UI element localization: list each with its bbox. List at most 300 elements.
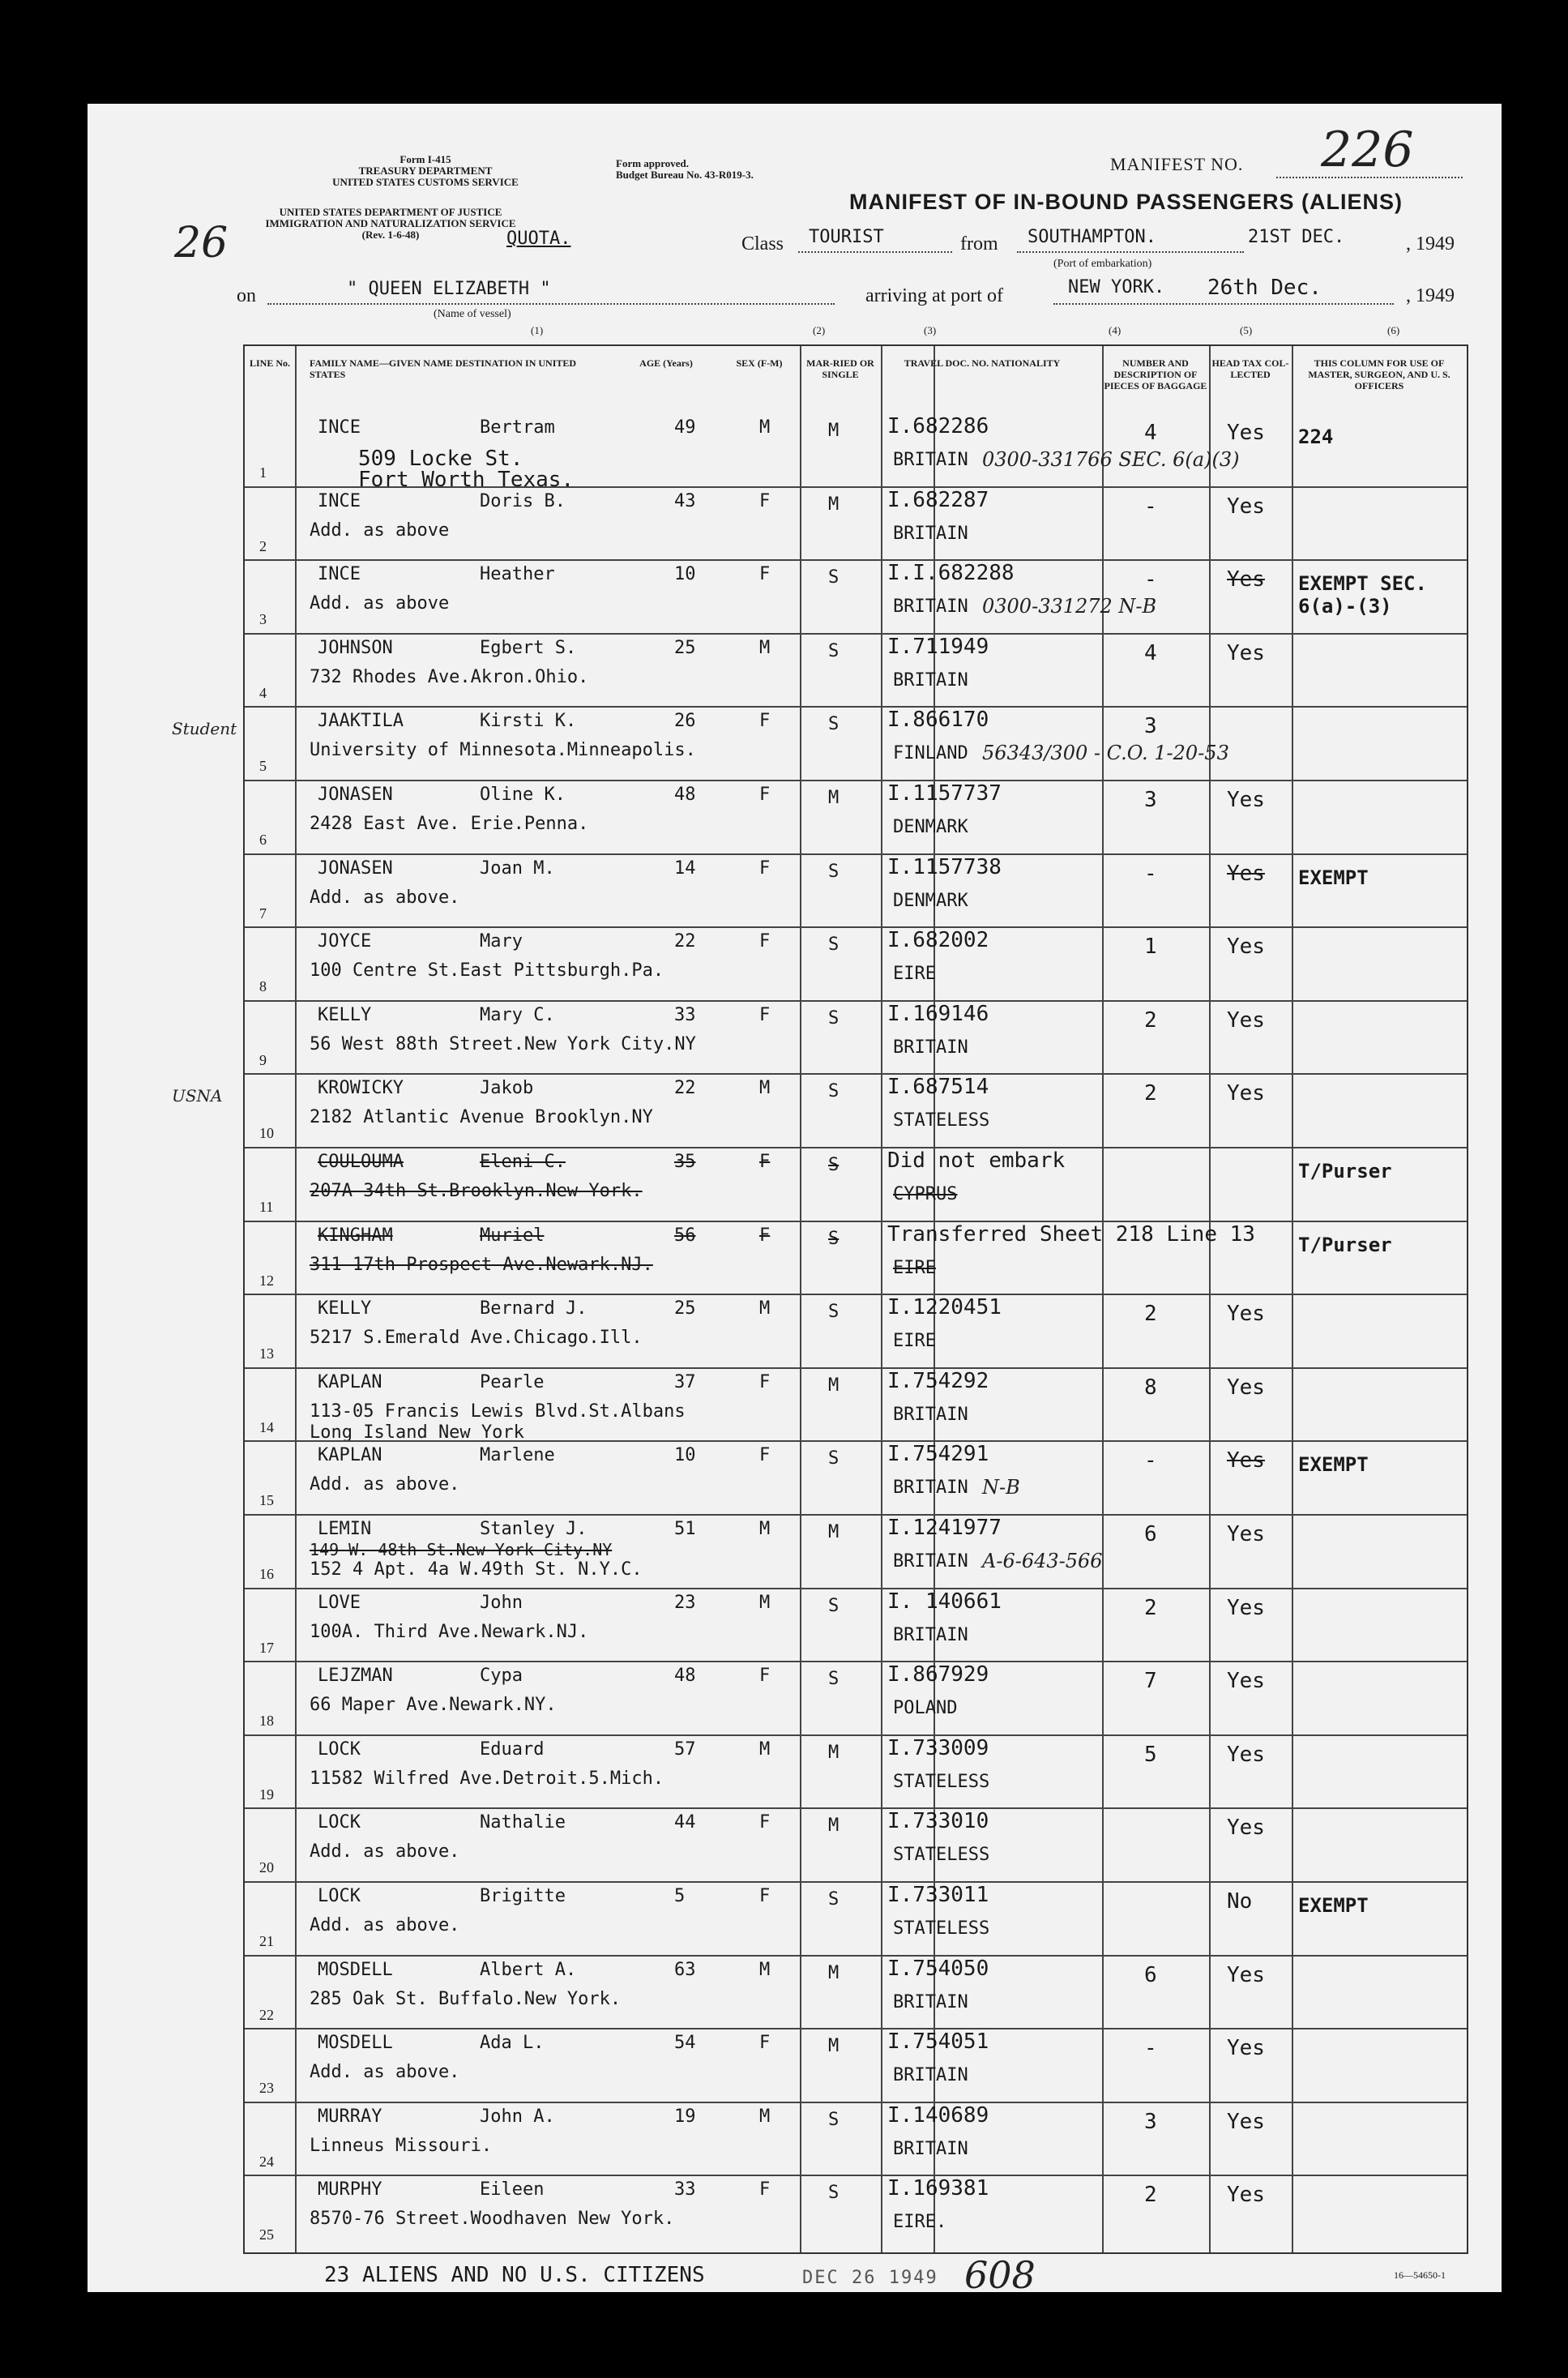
line-number: 2: [259, 537, 267, 554]
age: 37: [674, 1371, 696, 1392]
given-name: Ada L.: [480, 2033, 545, 2054]
given-name: Egbert S.: [480, 637, 577, 658]
head-tax: Yes: [1227, 1302, 1265, 1327]
marital-status: S: [828, 1889, 840, 1910]
given-name: Marlene: [480, 1445, 555, 1466]
row-divider: [245, 926, 1467, 928]
head-tax: Yes: [1227, 788, 1265, 812]
age: 22: [674, 931, 696, 952]
nationality: POLAND: [893, 1698, 958, 1719]
nationality: STATELESS: [893, 1845, 990, 1866]
row-divider: [245, 2028, 1467, 2029]
marital-status: M: [828, 421, 840, 441]
family-name: LOCK: [318, 1886, 361, 1906]
officer-note: 224: [1298, 426, 1334, 448]
baggage-count: 6: [1144, 1522, 1157, 1546]
class-line: [798, 251, 952, 253]
travel-doc-number: I.733011: [887, 1883, 989, 1907]
from-value: SOUTHAMPTON.: [1028, 227, 1156, 247]
travel-doc-number: I.682287: [887, 487, 989, 512]
travel-doc-number: I.1157737: [887, 781, 1002, 806]
line-number: 13: [259, 1345, 274, 1362]
margin-note: 26: [174, 219, 229, 267]
arriving-label: arriving at port of: [865, 285, 1003, 306]
annotation: N-B: [982, 1476, 1020, 1499]
family-name: KINGHAM: [318, 1225, 393, 1246]
destination-line2: Long Island New York: [310, 1422, 524, 1443]
destination: University of Minnesota.Minneapolis.: [310, 740, 696, 761]
head-tax: Yes: [1227, 861, 1265, 886]
family-name: KELLY: [318, 1004, 372, 1025]
line-number: 16: [259, 1566, 274, 1582]
line-number: 24: [259, 2153, 274, 2170]
destination: 509 Locke St.: [358, 447, 523, 471]
margin-annotation: Student: [172, 719, 237, 739]
header-married: MAR-RIED OR SINGLE: [806, 357, 874, 380]
given-name: Muriel: [480, 1225, 545, 1246]
family-name: LOVE: [318, 1592, 361, 1613]
row-divider: [245, 486, 1467, 488]
row-divider: [245, 559, 1467, 561]
travel-doc-number: I.1220451: [887, 1295, 1002, 1320]
line-number: 3: [259, 611, 267, 628]
baggage-count: -: [1144, 2036, 1157, 2061]
destination: 100A. Third Ave.Newark.NJ.: [310, 1621, 589, 1642]
destination: Add. as above.: [310, 2062, 460, 2083]
family-name: JAAKTILA: [318, 711, 404, 732]
nationality: EIRE: [893, 1331, 936, 1352]
given-name: Mary: [480, 931, 523, 952]
destination: 66 Maper Ave.Newark.NY.: [310, 1695, 557, 1716]
col-number-1: (1): [531, 324, 544, 336]
from-line: [1017, 251, 1244, 253]
sex: M: [759, 1298, 771, 1319]
head-tax: No: [1227, 1889, 1253, 1914]
class-label: Class: [741, 233, 784, 254]
nationality: DENMARK: [893, 890, 968, 911]
baggage-count: 2: [1144, 1595, 1157, 1620]
row-divider: [245, 633, 1467, 635]
travel-doc-number: Transferred Sheet 218 Line 13: [887, 1221, 1255, 1247]
header-name: FAMILY NAME—GIVEN NAME DESTINATION IN UNITED STATES: [310, 357, 577, 380]
age: 44: [674, 1812, 696, 1833]
sex: M: [759, 417, 771, 438]
vessel-name: " QUEEN ELIZABETH ": [347, 279, 551, 299]
age: 57: [674, 1739, 696, 1760]
sex: M: [759, 1078, 771, 1099]
nationality: EIRE.: [893, 2212, 947, 2233]
ins-line: IMMIGRATION AND NATURALIZATION SERVICE: [265, 217, 516, 229]
travel-doc-number: I.711949: [887, 634, 989, 659]
head-tax: Yes: [1227, 494, 1265, 519]
given-name: Cypa: [480, 1666, 523, 1687]
destination: 5217 S.Emerald Ave.Chicago.Ill.: [310, 1328, 643, 1349]
family-name: LOCK: [318, 1812, 361, 1833]
sex: M: [759, 2106, 771, 2127]
row-divider: [245, 1881, 1467, 1883]
form-id-block: [292, 154, 559, 188]
destination: 113-05 Francis Lewis Blvd.St.Albans: [310, 1401, 686, 1422]
sex: F: [759, 1812, 771, 1833]
col-number-2: (2): [813, 324, 826, 336]
form-code: 16—54650-1: [1394, 2269, 1446, 2281]
travel-doc-number: I.1157738: [887, 854, 1002, 879]
marital-status: S: [828, 1007, 840, 1029]
nationality: BRITAIN: [893, 2065, 968, 2086]
marital-status: M: [828, 1522, 840, 1542]
line-number: 20: [259, 1859, 274, 1876]
marital-status: M: [828, 1962, 840, 1983]
family-name: JOHNSON: [318, 637, 393, 658]
sex: M: [759, 1739, 771, 1760]
sex: M: [759, 1959, 771, 1980]
destination: 100 Centre St.East Pittsburgh.Pa.: [310, 960, 664, 982]
family-name: JOYCE: [318, 931, 372, 952]
destination-line2: Fort Worth Texas.: [358, 468, 575, 492]
line-number: 5: [259, 758, 267, 775]
destination-struck: 149 W. 48th St.New York City.NY: [310, 1540, 613, 1559]
sex: M: [759, 1592, 771, 1613]
handwritten-number: 608: [964, 2253, 1036, 2297]
family-name: JONASEN: [318, 785, 393, 805]
embark-date: 21ST DEC.: [1248, 227, 1345, 247]
nationality: BRITAIN: [893, 450, 968, 470]
marital-status: S: [828, 640, 840, 661]
revision-line: (Rev. 1-6-48): [361, 229, 420, 241]
given-name: Heather: [480, 564, 555, 585]
travel-doc-number: I.733009: [887, 1735, 989, 1760]
nationality: STATELESS: [893, 1110, 990, 1131]
given-name: Pearle: [480, 1371, 545, 1392]
given-name: John A.: [480, 2106, 555, 2127]
annotation: 0300-331766 SEC. 6(a)(3): [982, 448, 1240, 471]
row-divider: [245, 1073, 1467, 1075]
sex: F: [759, 1371, 771, 1392]
family-name: LEMIN: [318, 1519, 372, 1539]
sex: F: [759, 2179, 771, 2201]
travel-doc-number: I.I.682288: [887, 561, 1015, 586]
marital-status: M: [828, 788, 840, 808]
line-number: 4: [259, 684, 267, 701]
head-tax: Yes: [1227, 1448, 1265, 1473]
header-travel-doc: TRAVEL DOC. NO. NATIONALITY: [904, 357, 1061, 369]
destination: 285 Oak St. Buffalo.New York.: [310, 1988, 622, 2009]
destination: 11582 Wilfred Ave.Detroit.5.Mich.: [310, 1768, 664, 1789]
destination: 8570-76 Street.Woodhaven New York.: [310, 2209, 675, 2230]
age: 56: [674, 1225, 696, 1246]
marital-status: S: [828, 2183, 840, 2204]
travel-doc-number: I.754292: [887, 1368, 989, 1393]
head-tax: Yes: [1227, 1081, 1265, 1106]
given-name: Brigitte: [480, 1886, 566, 1906]
baggage-count: 2: [1144, 1302, 1157, 1327]
sex: F: [759, 2033, 771, 2054]
given-name: John: [480, 1592, 523, 1613]
travel-doc-number: I.733010: [887, 1809, 989, 1834]
age: 25: [674, 1298, 696, 1319]
nationality: BRITAIN: [893, 1551, 968, 1572]
marital-status: M: [828, 494, 840, 515]
officer-note: EXEMPT: [1298, 1894, 1369, 1917]
destination: Linneus Missouri.: [310, 2135, 493, 2156]
age: 25: [674, 637, 696, 658]
line-number: 7: [259, 905, 267, 922]
row-divider: [245, 1734, 1467, 1736]
sex: F: [759, 490, 771, 511]
age: 51: [674, 1519, 696, 1539]
age: 10: [674, 1445, 696, 1466]
col-number-4: (4): [1109, 324, 1122, 336]
given-name: Doris B.: [480, 490, 566, 511]
annotation: A-6-643-566: [982, 1550, 1103, 1572]
family-name: MURRAY: [318, 2106, 382, 2127]
given-name: Albert A.: [480, 1959, 577, 1980]
family-name: INCE: [318, 564, 361, 585]
head-tax: Yes: [1227, 1375, 1265, 1400]
arrival-line: [1053, 303, 1394, 305]
class-value: TOURIST: [809, 227, 884, 247]
age: 33: [674, 2179, 696, 2201]
port-embark-caption: (Port of embarkation): [1053, 258, 1152, 270]
age: 43: [674, 490, 696, 511]
marital-status: M: [828, 2036, 840, 2057]
arrival-year: , 1949: [1406, 285, 1455, 306]
head-tax: Yes: [1227, 2183, 1265, 2208]
budget-bureau: Budget Bureau No. 43-R019-3.: [616, 169, 754, 181]
officer-note: EXEMPT SEC. 6(a)-(3): [1298, 572, 1427, 618]
line-number: 25: [259, 2226, 274, 2243]
sex: F: [759, 1445, 771, 1466]
travel-doc-number: I.169146: [887, 1001, 989, 1026]
vessel-line: [267, 303, 835, 305]
family-name: KELLY: [318, 1298, 372, 1319]
arrival-date: 26th Dec.: [1207, 276, 1322, 300]
head-tax: Yes: [1227, 2109, 1265, 2134]
nationality: BRITAIN: [893, 1037, 968, 1058]
line-number: 18: [259, 1713, 274, 1730]
passenger-table: [172, 344, 1468, 2254]
line-number: 12: [259, 1272, 274, 1289]
baggage-count: 4: [1144, 421, 1157, 445]
line-number: 9: [259, 1051, 267, 1068]
age: 33: [674, 1004, 696, 1025]
page-title: MANIFEST OF IN-BOUND PASSENGERS (ALIENS): [849, 190, 1404, 214]
row-divider: [245, 1440, 1467, 1442]
header-head-tax: HEAD TAX COL-LECTED: [1211, 357, 1289, 380]
baggage-count: 3: [1144, 714, 1157, 739]
row-divider: [245, 1661, 1467, 1662]
baggage-count: 2: [1144, 2183, 1157, 2208]
age: 19: [674, 2106, 696, 2127]
line-number: 22: [259, 2006, 274, 2023]
head-tax: Yes: [1227, 1595, 1265, 1620]
travel-doc-number: I. 140661: [887, 1589, 1002, 1614]
head-tax: Yes: [1227, 640, 1265, 665]
given-name: Eleni C.: [480, 1152, 566, 1172]
row-divider: [245, 1367, 1467, 1369]
family-name: MOSDELL: [318, 2033, 393, 2054]
header-officers: THIS COLUMN FOR USE OF MASTER, SURGEON, AND U. S. OFFICERS: [1308, 357, 1451, 391]
line-number: 19: [259, 1786, 274, 1803]
nationality: EIRE: [893, 1257, 936, 1278]
destination: 732 Rhodes Ave.Akron.Ohio.: [310, 666, 589, 687]
destination: Add. as above.: [310, 1841, 460, 1863]
marital-status: M: [828, 1742, 840, 1763]
marital-status: S: [828, 1448, 840, 1469]
travel-doc-number: I.682002: [887, 928, 989, 953]
baggage-count: 8: [1144, 1375, 1157, 1400]
baggage-count: 4: [1144, 640, 1157, 665]
destination: 311 17th Prospect Ave.Newark.NJ.: [310, 1254, 653, 1275]
sex: M: [759, 1519, 771, 1539]
family-name: JONASEN: [318, 858, 393, 879]
nationality: STATELESS: [893, 1771, 990, 1792]
head-tax: Yes: [1227, 1816, 1265, 1841]
destination: Add. as above.: [310, 887, 460, 908]
line-number: 8: [259, 978, 267, 995]
age: 10: [674, 564, 696, 585]
destination: 2182 Atlantic Avenue Brooklyn.NY: [310, 1107, 653, 1128]
marital-status: S: [828, 861, 840, 882]
sex: F: [759, 1886, 771, 1906]
head-tax: Yes: [1227, 1007, 1265, 1033]
destination: 152 4 Apt. 4a W.49th St. N.Y.C.: [310, 1559, 643, 1580]
destination: Add. as above: [310, 520, 450, 541]
col-number-5: (5): [1240, 324, 1253, 336]
annotation: 56343/300 - C.O. 1-20-53: [982, 742, 1229, 765]
nationality: BRITAIN: [893, 523, 968, 544]
marital-status: S: [828, 1669, 840, 1690]
header-line-no: LINE No.: [249, 357, 290, 369]
row-divider: [245, 1000, 1467, 1002]
line-number: 10: [259, 1125, 274, 1142]
given-name: Eileen: [480, 2179, 545, 2201]
line-number: 6: [259, 832, 267, 848]
row-divider: [245, 1514, 1467, 1516]
baggage-count: 7: [1144, 1669, 1157, 1694]
nationality: FINLAND: [893, 743, 968, 764]
manifest-number: 226: [1321, 122, 1414, 178]
family-name: COULOUMA: [318, 1152, 404, 1172]
marital-status: S: [828, 935, 840, 956]
age: 48: [674, 785, 696, 805]
nationality: DENMARK: [893, 817, 968, 837]
given-name: Jakob: [480, 1078, 534, 1099]
row-divider: [245, 1147, 1467, 1148]
sex: F: [759, 564, 771, 585]
nationality: BRITAIN: [893, 1478, 968, 1499]
on-label: on: [237, 285, 256, 306]
age: 48: [674, 1666, 696, 1687]
given-name: Nathalie: [480, 1812, 566, 1833]
age: 23: [674, 1592, 696, 1613]
travel-doc-number: Did not embark: [887, 1148, 1066, 1173]
row-divider: [245, 1807, 1467, 1809]
age: 22: [674, 1078, 696, 1099]
destination: Add. as above.: [310, 1474, 460, 1495]
travel-doc-number: I.754291: [887, 1442, 989, 1467]
head-tax: Yes: [1227, 421, 1265, 445]
baggage-count: -: [1144, 861, 1157, 886]
sex: F: [759, 858, 771, 879]
age: 49: [674, 417, 696, 438]
nationality: CYPRUS: [893, 1184, 958, 1204]
sex: F: [759, 1004, 771, 1025]
line-number: 17: [259, 1639, 274, 1656]
head-tax: Yes: [1227, 1742, 1265, 1767]
margin-annotation: USNA: [172, 1086, 223, 1106]
head-tax: Yes: [1227, 1522, 1265, 1546]
given-name: Oline K.: [480, 785, 566, 805]
age: 63: [674, 1959, 696, 1980]
header-age: AGE (Years): [639, 357, 693, 369]
date-stamp: DEC 26 1949: [802, 2268, 938, 2288]
officer-note: EXEMPT: [1298, 1453, 1369, 1477]
officer-note: EXEMPT: [1298, 866, 1369, 889]
nationality: BRITAIN: [893, 669, 968, 691]
row-divider: [245, 853, 1467, 855]
travel-doc-number: I.867929: [887, 1662, 989, 1687]
travel-doc-number: I.1241977: [887, 1516, 1002, 1540]
destination: Add. as above: [310, 593, 450, 614]
customs-line: UNITED STATES CUSTOMS SERVICE: [332, 176, 519, 188]
line-number: 11: [259, 1199, 274, 1215]
age: 54: [674, 2033, 696, 2054]
nationality: BRITAIN: [893, 1624, 968, 1645]
destination: 207A 34th St.Brooklyn.New York.: [310, 1181, 643, 1201]
given-name: Mary C.: [480, 1004, 555, 1025]
sex: M: [759, 637, 771, 658]
baggage-count: 2: [1144, 1007, 1157, 1033]
marital-status: S: [828, 567, 840, 588]
family-name: KAPLAN: [318, 1445, 382, 1466]
family-name: INCE: [318, 417, 361, 438]
row-divider: [245, 1955, 1467, 1957]
baggage-count: -: [1144, 1448, 1157, 1473]
family-name: KROWICKY: [318, 1078, 404, 1099]
head-tax: Yes: [1227, 1669, 1265, 1694]
age: 5: [674, 1886, 686, 1906]
given-name: Bernard J.: [480, 1298, 587, 1319]
marital-status: S: [828, 1228, 840, 1249]
travel-doc-number: I.754050: [887, 1956, 989, 1981]
family-name: INCE: [318, 490, 361, 511]
nationality: STATELESS: [893, 1918, 990, 1939]
manifest-no-label: MANIFEST NO.: [1110, 154, 1244, 174]
row-divider: [245, 706, 1467, 708]
family-name: LEJZMAN: [318, 1666, 393, 1687]
given-name: Stanley J.: [480, 1519, 587, 1539]
baggage-count: 6: [1144, 1962, 1157, 1987]
header-sex: SEX (F-M): [736, 357, 783, 369]
family-name: MURPHY: [318, 2179, 382, 2201]
sex: F: [759, 931, 771, 952]
manifest-no-line: [1276, 177, 1463, 178]
annotation: 0300-331272 N-B: [982, 595, 1157, 618]
line-number: 1: [259, 464, 267, 481]
head-tax: Yes: [1227, 2036, 1265, 2061]
head-tax: Yes: [1227, 1962, 1265, 1987]
marital-status: S: [828, 1595, 840, 1616]
summary-line: 23 ALIENS AND NO U.S. CITIZENS: [324, 2263, 705, 2287]
col-number-6: (6): [1387, 324, 1400, 336]
row-divider: [245, 1221, 1467, 1222]
travel-doc-number: I.140689: [887, 2102, 989, 2128]
travel-doc-number: I.866170: [887, 708, 989, 733]
destination: 2428 East Ave. Erie.Penna.: [310, 814, 589, 834]
marital-status: M: [828, 1816, 840, 1837]
travel-doc-number: I.682286: [887, 414, 989, 438]
